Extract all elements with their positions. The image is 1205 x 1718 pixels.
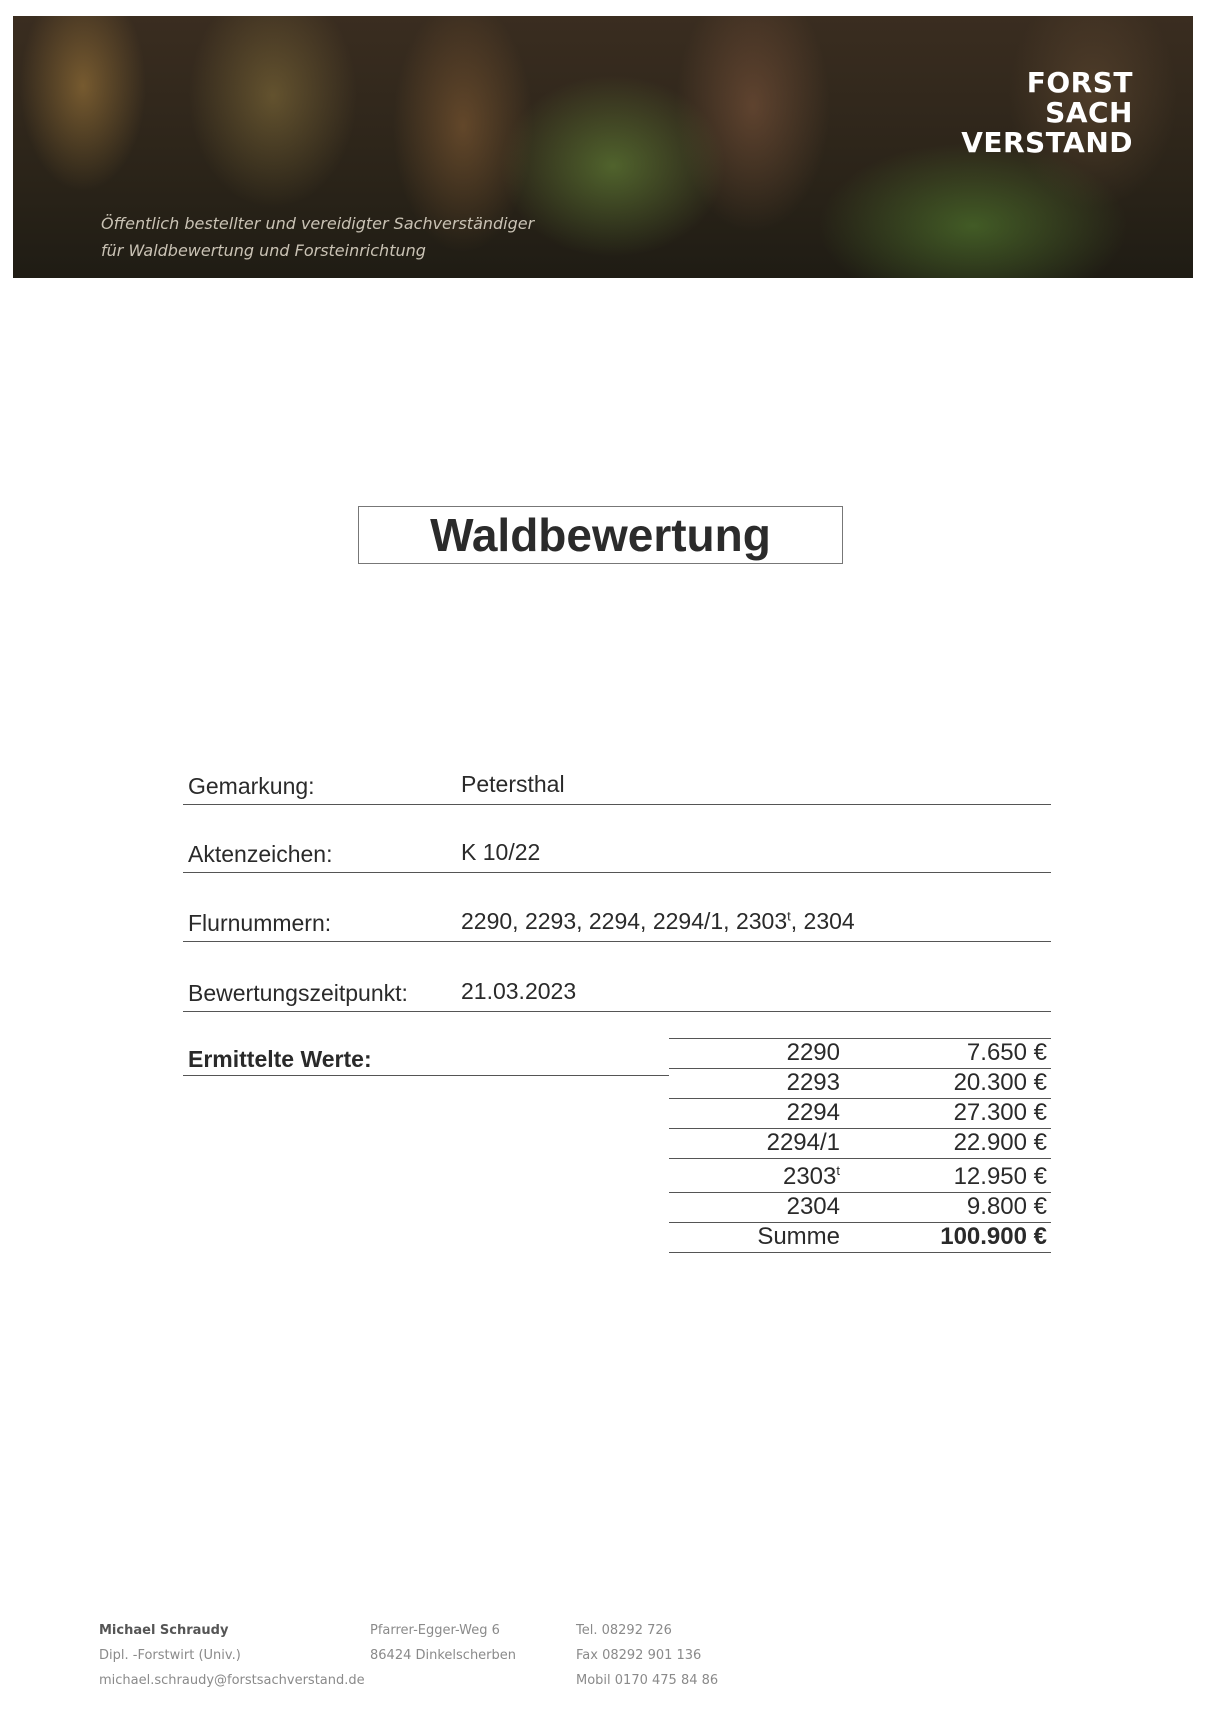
field-label: Gemarkung: <box>188 773 315 799</box>
footer-fax: Fax 08292 901 136 <box>576 1648 702 1663</box>
footer-street: Pfarrer-Egger-Weg 6 <box>370 1623 500 1638</box>
footer-tel: Tel. 08292 726 <box>576 1623 672 1638</box>
footer-mobil: Mobil 0170 475 84 86 <box>576 1673 719 1688</box>
flur-number: 2303$^t$ <box>782 1163 840 1190</box>
footer-contact-person <box>99 1618 365 1693</box>
table-row <box>669 1193 1051 1223</box>
tagline <box>101 210 534 264</box>
amount: 22.900 € <box>953 1129 1047 1156</box>
table-row <box>669 1159 1051 1193</box>
footer-email[interactable]: michael.schraudy@forstsachverstand.de <box>99 1673 365 1688</box>
amount: 9.800 € <box>966 1193 1047 1220</box>
amount: 27.300 € <box>953 1099 1047 1126</box>
logo-line: FORST <box>1026 66 1133 99</box>
logo-line: SACH <box>1045 96 1133 129</box>
field-label: Flurnummern: <box>188 910 332 936</box>
werte-label: Ermittelte Werte: <box>188 1046 372 1072</box>
footer-name: Michael Schraudy <box>99 1623 229 1638</box>
sum-amount: 100.900 € <box>940 1223 1047 1250</box>
field-label: Bewertungszeitpunkt: <box>188 980 408 1006</box>
sum-label: Summe <box>757 1223 840 1250</box>
amount: 7.650 € <box>966 1039 1047 1066</box>
table-row <box>669 1099 1051 1129</box>
company-logo <box>961 68 1133 158</box>
flur-number: 2294 <box>786 1099 840 1126</box>
values-table <box>669 1038 1051 1253</box>
field-flurnummern <box>183 903 1051 942</box>
field-aktenzeichen <box>183 834 1051 873</box>
header-banner <box>13 16 1193 278</box>
footer-phone <box>576 1618 718 1693</box>
tagline-line: für Waldbewertung und Forsteinrichtung <box>101 241 426 260</box>
footer-city: 86424 Dinkelscherben <box>370 1648 517 1663</box>
footer-address <box>370 1618 516 1668</box>
logo-line: VERSTAND <box>961 126 1133 159</box>
amount: 20.300 € <box>953 1069 1047 1096</box>
table-row <box>669 1069 1051 1099</box>
werte-heading-row <box>183 1040 669 1076</box>
flur-number: 2293 <box>786 1069 840 1096</box>
flur-number: 2294/1 <box>766 1129 840 1156</box>
field-value: K 10/22 <box>461 839 541 865</box>
amount: 12.950 € <box>953 1163 1047 1190</box>
field-label: Aktenzeichen: <box>188 841 333 867</box>
sum-row <box>669 1223 1051 1253</box>
table-row <box>669 1129 1051 1159</box>
field-gemarkung <box>183 766 1051 805</box>
tagline-line: Öffentlich bestellter und vereidigter Sachverständiger <box>101 214 535 233</box>
title-box <box>358 506 843 564</box>
field-value: 2290, 2293, 2294, 2294/1, 2303$^t$, 2304 <box>461 908 855 934</box>
footer-degree: Dipl. -Forstwirt (Univ.) <box>99 1648 241 1663</box>
table-row <box>669 1039 1051 1069</box>
flur-number: 2290 <box>786 1039 840 1066</box>
field-zeitpunkt <box>183 973 1051 1012</box>
field-value: Petersthal <box>461 771 565 797</box>
document-title: Waldbewertung <box>430 509 771 561</box>
field-value: 21.03.2023 <box>461 978 577 1004</box>
flur-number: 2304 <box>786 1193 840 1220</box>
